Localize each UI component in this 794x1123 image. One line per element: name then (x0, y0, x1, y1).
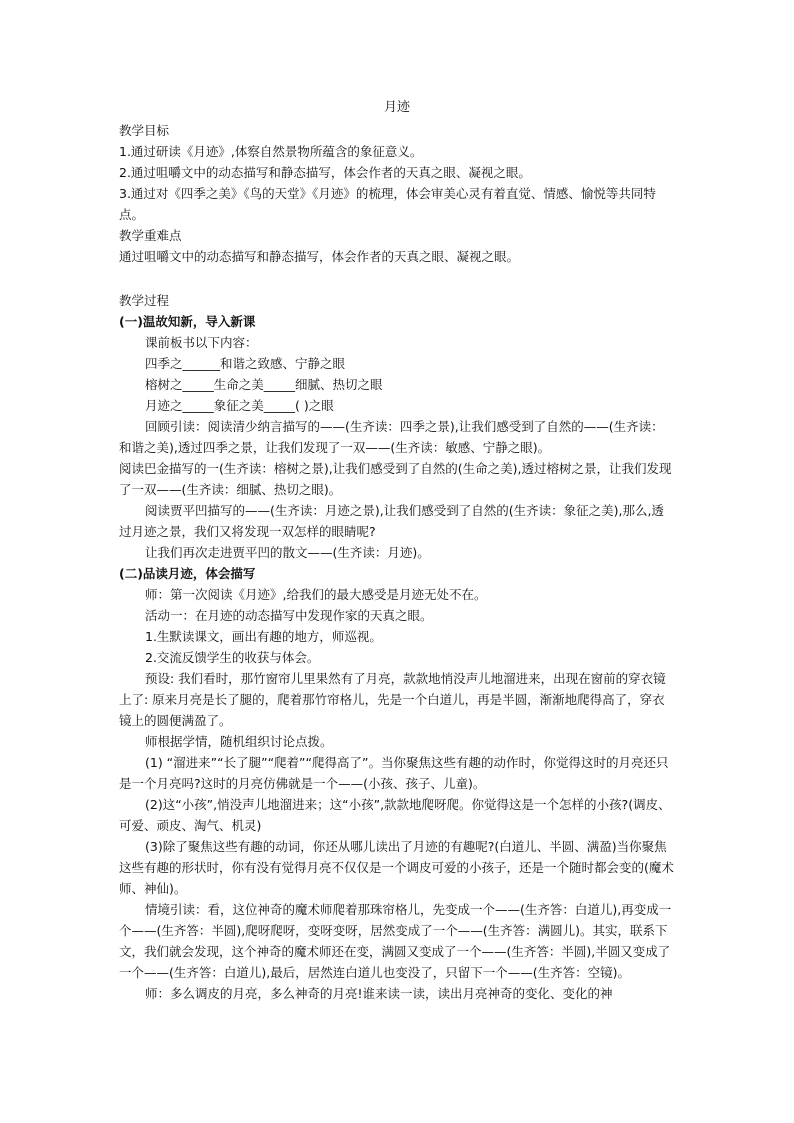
teacher-paragraph-2: 师：多么调皮的月亮，多么神奇的月亮!谁来读一读，读出月亮神奇的变化、变化的神 (145, 986, 613, 1001)
activity-1: 活动一：在月迹的动态描写中发现作家的天真之眼。 (145, 608, 433, 623)
blank-line (119, 267, 675, 290)
question-2: (2)这“小孩”,悄没声儿地溜进来；这“小孩”,款款地爬呀爬。你觉得这是一个怎样的小孩?(调皮、可爱、顽皮、淘气、机灵) (119, 797, 671, 833)
process-heading: 教学过程 (119, 293, 170, 308)
goal-item-3: 3.通过对《四季之美》《鸟的天堂》《月迹》的梳理，体会审美心灵有着直觉、情感、愉悦等共同特点。 (119, 186, 656, 222)
board-intro: 课前板书以下内容： (145, 335, 258, 350)
teacher-paragraph-1: 师：第一次阅读《月迹》,给我们的最大感受是月迹无处不在。 (145, 587, 487, 602)
review-paragraph-3: 阅读贾平凹描写的——(生齐读：月迹之景),让我们感受到了自然的(生齐读：象征之美),那么,透过月迹之景，我们又将发现一双怎样的眼睛呢? (119, 503, 664, 539)
step-2: 2.交流反馈学生的收获与体会。 (145, 650, 320, 665)
guide-paragraph: 师根据学情，随机组织讨论点拨。 (145, 734, 333, 749)
goal-item-2: 2.通过咀嚼文中的动态描写和静态描写，体会作者的天真之眼、凝视之眼。 (119, 165, 531, 180)
question-1: (1) “溜进来”“长了腿”“爬着”“爬得高了”。当你聚焦这些有趣的动作时，你觉得这时的月亮还只是一个月亮吗?这时的月亮仿佛就是一个——(小孩、孩子、儿童)。 (119, 755, 669, 791)
goals-heading: 教学目标 (119, 123, 170, 138)
scene-paragraph: 情境引读：看，这位神奇的魔术师爬着那珠帘格儿，先变成一个——(生齐答：白道儿),再变成一个——(生齐答：半圆),爬呀爬呀，变呀变呀，居然变成了一个——(生齐答：满圆儿)。其实，联系下文，我们就会发现，这个神奇的魔术师还在变，满圆又变成了一个——(生齐答：半圆),半圆又变成了一个——(生齐答：白道儿),最后，居然连白道儿也变没了，只留下一个——(生齐答：空镜)。 (119, 902, 672, 980)
key-heading: 教学重难点 (119, 228, 182, 243)
review-paragraph-1: 回顾引读：阅读清少纳言描写的——(生齐读：四季之景),让我们感受到了自然的——(生齐读：和谐之美),透过四季之景，让我们发现了一双——(生齐读：敏感、宁静之眼)。 (119, 419, 664, 455)
key-text: 通过咀嚼文中的动态描写和静态描写，体会作者的天真之眼、凝视之眼。 (119, 249, 520, 264)
board-line-3: 月迹之_____象征之美_____( )之眼 (145, 398, 334, 413)
step-1: 1.生默读课文，画出有趣的地方，师巡视。 (145, 629, 382, 644)
document-title: 月迹 (383, 100, 410, 115)
preset-paragraph: 预设: 我们看时，那竹窗帘儿里果然有了月亮，款款地悄没声儿地溜进来，出现在窗前的穿衣镜上了: 原来月亮是长了腿的，爬着那竹帘格儿，先是一个白道儿，再是半圆，渐渐地爬得高了，穿衣镜上的圆便满盈了。 (119, 671, 666, 728)
document-page (119, 100, 675, 1004)
review-paragraph-4: 让我们再次走进贾平凹的散文——(生齐读：月迹)。 (145, 545, 430, 560)
board-line-2: 榕树之_____生命之美_____细腻、热切之眼 (145, 377, 383, 392)
section1-heading: (一)温故知新，导入新课 (119, 314, 256, 329)
goal-item-1: 1.通过研读《月迹》,体察自然景物所蕴含的象征意义。 (119, 144, 423, 159)
question-3: (3)除了聚焦这些有趣的动词，你还从哪儿读出了月迹的有趣呢?(白道儿、半圆、满盈)当你聚焦这些有趣的形状时，你有没有觉得月亮不仅仅是一个调皮可爱的小孩子，还是一个随时都会变的(魔术师、神仙)。 (119, 839, 674, 896)
review-paragraph-2: 阅读巴金描写的一(生齐读：榕树之景),让我们感受到了自然的(生命之美),透过榕树之景，让我们发现了一双——(生齐读：细腻、热切之眼)。 (119, 461, 672, 497)
board-line-1: 四季之______和谐之致感、宁静之眼 (145, 356, 346, 371)
section2-heading: (二)品读月迹，体会描写 (119, 566, 256, 581)
